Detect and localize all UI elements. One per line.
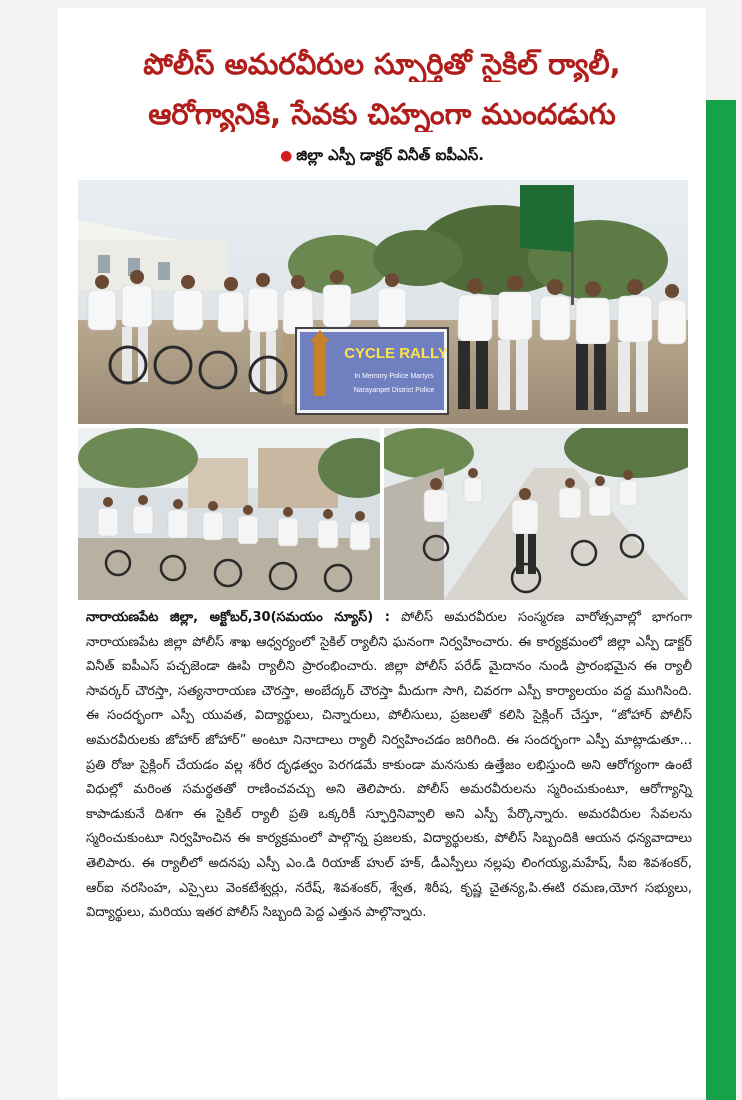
newspaper-clipping — [58, 8, 706, 1098]
photo-rally-street-left — [78, 428, 380, 600]
photo-cycle-rally-group — [78, 180, 688, 424]
article-body — [86, 606, 692, 926]
headline-line-1: పోలీస్ అమరవీరుల స్ఫూర్తితో సైకిల్ ర్యాలీ, — [143, 47, 621, 81]
green-accent-bar — [706, 100, 736, 1100]
byline-text: జిల్లా ఎస్పీ డాక్టర్ వినీత్ ఐపీఎస్. — [296, 146, 484, 164]
article-text: పోలీస్ అమరవీరుల సంస్మరణ వారోత్సవాల్లో భాగంగా నారాయణపేట జిల్లా పోలీస్ శాఖ ఆధ్వర్యంలో సైకిల్ ర్యాలీని ఘనంగా నిర్వహించారు. ఈ కార్యక్రమంలో జిల్లా ఎస్పీ డాక్టర్ వినీత్ ఐపీఎస్ పచ్చజెండా ఊపి ర్యాలీని ప్రారంభించారు. జిల్లా పోలీస్ పరేడ్ మైదానం నుండి ప్రారంభమైన ఈ ర్యాలీ సావర్కర్ చౌరస్తా, సత్యనారాయణ చౌరస్తా, అంబేద్కర్ చౌరస్తా మీదుగా సాగి, చివరగా ఎస్పీ కార్యాలయం వద్ద ముగిసింది. ఈ సందర్భంగా ఎస్పీ యువత, విద్యార్థులు, చిన్నారులు, పోలీసులు, ప్రజలతో కలిసి సైక్లింగ్ చేస్తూ, “జోహార్ పోలీస్ అమరవీరులకు జోహార్ జోహార్” అంటూ నినాదాలు ర్యాలీ నిర్వహించడం జరిగింది. ఈ సందర్భంగా ఎస్పీ మాట్లాడుతూ... ప్రతి రోజు సైక్లింగ్ చేయడం వల్ల శరీర దృఢత్వం పెరగడమే కాకుండా మనసుకు ఉత్తేజం లభిస్తుంది అని ఆరోగ్యంగా ఉంటే విధుల్లో మరింత సమర్థతతో రాణించవచ్చు అని తెలిపారు. పోలీస్ అమరవీరులను స్మరించుకుంటూ, ఆరోగ్యాన్ని కాపాడుకునే దిశగా ఈ సైకిల్ ర్యాలీ ప్రతి ఒక్కరికీ స్ఫూర్తినివ్వాలి అని ఎస్పీ పేర్కొన్నారు. అమరవీరుల సేవలను స్మరించుకుంటూ నిర్వహించిన ఈ కార్యక్రమంలో పాల్గొన్న ప్రజలకు, విద్యార్థులకు, పోలీస్ సిబ్బందికి ఆయన ధన్యవాదాలు తెలిపారు. ఈ ర్యాలీలో అదనపు ఎస్పీ ఎం.డి రియాజ్ హుల్ హక్, డీఎస్పీలు నల్లపు లింగయ్య,మహేష్, సీఐ శివశంకర్, ఆర్ఐ నరసింహ, ఎస్సైలు వెంకటేశ్వర్లు, నరేష్, శివశంకర్, శ్వేత, శిరీష, కృష్ణ చైతన్య,పి.ఈటి రమణ,యోగ సభ్యులు, విద్యార్థులు, మరియు ఇతర పోలీస్ సిబ్బంది పెద్ద ఎత్తున పాల్గొన్నారు. — [86, 610, 692, 921]
banner-line-1: In Memory Police Martyrs — [354, 373, 434, 380]
article-dateline: నారాయణపేట జిల్లా, అక్టోబర్,30(సమయం న్యూస్) : — [86, 610, 390, 625]
banner-title: CYCLE RALLY — [344, 345, 448, 362]
bullet-icon: ● — [280, 148, 293, 164]
photo-rally-road-right — [384, 428, 688, 600]
headline-line-2: ఆరోగ్యానికి, సేవకు చిహ్నంగా ముందడుగు — [148, 97, 616, 131]
banner-line-2: Narayanpet District Police — [353, 387, 435, 394]
byline — [58, 146, 706, 168]
